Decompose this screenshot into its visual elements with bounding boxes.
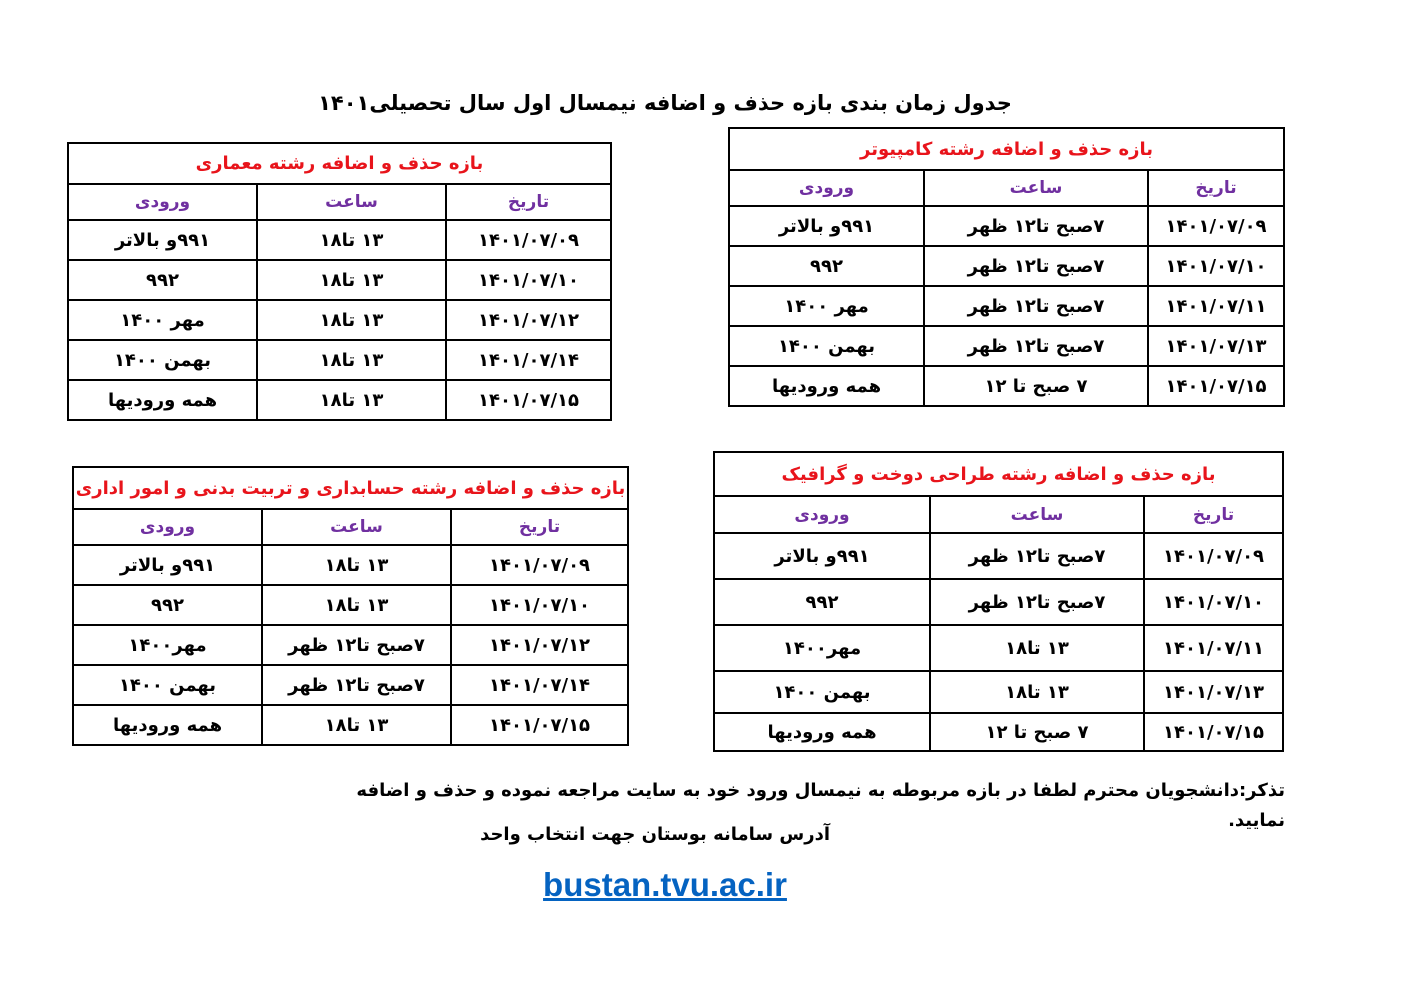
date-cell: ۱۴۰۱/۰۷/۱۵	[451, 705, 628, 745]
entry-cell: ۹۹۱و بالاتر	[68, 220, 257, 260]
date-cell: ۱۴۰۱/۰۷/۰۹	[1144, 533, 1283, 579]
date-cell: ۱۴۰۱/۰۷/۱۱	[1144, 625, 1283, 671]
date-cell: ۱۴۰۱/۰۷/۱۲	[446, 300, 611, 340]
entry-cell: همه ورودیها	[714, 713, 930, 751]
date-cell: ۱۴۰۱/۰۷/۱۵	[1144, 713, 1283, 751]
time-cell: ۷ صبح تا ۱۲	[930, 713, 1144, 751]
entry-cell: بهمن ۱۴۰۰	[729, 326, 924, 366]
table-caption: بازه حذف و اضافه رشته کامپیوتر	[729, 128, 1284, 170]
entry-header: ورودی	[729, 170, 924, 206]
date-cell: ۱۴۰۱/۰۷/۱۴	[451, 665, 628, 705]
date-cell: ۱۴۰۱/۰۷/۱۵	[1148, 366, 1284, 406]
time-cell: ۱۳ تا۱۸	[257, 300, 446, 340]
entry-cell: ۹۹۲	[714, 579, 930, 625]
date-cell: ۱۴۰۱/۰۷/۰۹	[1148, 206, 1284, 246]
reminder-note: تذکر:دانشجویان محترم لطفا در بازه مربوطه به نیمسال ورود خود به سایت مراجعه نموده و حذف و اضافه نمایید.	[356, 780, 1285, 831]
entry-cell: مهر۱۴۰۰	[73, 625, 262, 665]
entry-cell: بهمن ۱۴۰۰	[68, 340, 257, 380]
entry-cell: بهمن ۱۴۰۰	[73, 665, 262, 705]
time-cell: ۷صبح تا۱۲ ظهر	[262, 625, 451, 665]
entry-cell: ۹۹۲	[68, 260, 257, 300]
table-row	[68, 220, 611, 260]
time-cell: ۱۳ تا۱۸	[930, 625, 1144, 671]
entry-cell: بهمن ۱۴۰۰	[714, 671, 930, 713]
page-title: جدول زمان بندی بازه حذف و اضافه نیمسال اول سال تحصیلی۱۴۰۱	[318, 91, 1012, 115]
table-row	[714, 625, 1283, 671]
fashion-graphic-schedule-table	[713, 451, 1284, 752]
date-cell: ۱۴۰۱/۰۷/۱۲	[451, 625, 628, 665]
time-cell: ۱۳ تا۱۸	[262, 585, 451, 625]
table-row	[68, 380, 611, 420]
date-cell: ۱۴۰۱/۰۷/۱۰	[1144, 579, 1283, 625]
table-row	[714, 533, 1283, 579]
time-cell: ۷ صبح تا ۱۲	[924, 366, 1148, 406]
table-row	[729, 286, 1284, 326]
table-row	[68, 260, 611, 300]
table-row	[714, 579, 1283, 625]
date-header: تاریخ	[1144, 496, 1283, 533]
table-row	[729, 326, 1284, 366]
table-row	[729, 206, 1284, 246]
time-cell: ۱۳ تا۱۸	[930, 671, 1144, 713]
system-address-label: آدرس سامانه بوستان جهت انتخاب واحد	[480, 824, 830, 845]
time-cell: ۱۳ تا۱۸	[257, 220, 446, 260]
time-header: ساعت	[924, 170, 1148, 206]
time-cell: ۱۳ تا۱۸	[262, 545, 451, 585]
date-cell: ۱۴۰۱/۰۷/۱۳	[1148, 326, 1284, 366]
architecture-schedule-table	[67, 142, 612, 421]
time-cell: ۷صبح تا۱۲ ظهر	[262, 665, 451, 705]
time-header: ساعت	[257, 184, 446, 220]
accounting-schedule-table	[72, 466, 629, 746]
table-row	[68, 340, 611, 380]
time-cell: ۷صبح تا۱۲ ظهر	[924, 246, 1148, 286]
computer-schedule-table	[728, 127, 1285, 407]
entry-cell: ۹۹۲	[73, 585, 262, 625]
date-cell: ۱۴۰۱/۰۷/۱۳	[1144, 671, 1283, 713]
table-row	[73, 585, 628, 625]
table-caption: بازه حذف و اضافه رشته طراحی دوخت و گرافیک	[714, 452, 1283, 496]
table-row	[73, 705, 628, 745]
table-row	[714, 671, 1283, 713]
time-cell: ۱۳ تا۱۸	[257, 380, 446, 420]
entry-header: ورودی	[714, 496, 930, 533]
time-cell: ۱۳ تا۱۸	[257, 340, 446, 380]
date-cell: ۱۴۰۱/۰۷/۱۰	[1148, 246, 1284, 286]
entry-cell: مهر ۱۴۰۰	[729, 286, 924, 326]
table-row	[729, 366, 1284, 406]
bustan-link[interactable]: bustan.tvu.ac.ir	[543, 866, 787, 903]
date-cell: ۱۴۰۱/۰۷/۱۰	[446, 260, 611, 300]
time-cell: ۷صبح تا۱۲ ظهر	[930, 579, 1144, 625]
table-caption: بازه حذف و اضافه رشته حسابداری و تربیت بدنی و امور اداری	[73, 467, 628, 509]
date-header: تاریخ	[446, 184, 611, 220]
entry-cell: همه ورودیها	[73, 705, 262, 745]
time-header: ساعت	[930, 496, 1144, 533]
table-row	[68, 300, 611, 340]
time-cell: ۷صبح تا۱۲ ظهر	[924, 326, 1148, 366]
time-cell: ۷صبح تا۱۲ ظهر	[924, 206, 1148, 246]
time-cell: ۱۳ تا۱۸	[257, 260, 446, 300]
entry-cell: ۹۹۱و بالاتر	[714, 533, 930, 579]
table-row	[73, 665, 628, 705]
entry-cell: ۹۹۱و بالاتر	[729, 206, 924, 246]
time-cell: ۷صبح تا۱۲ ظهر	[924, 286, 1148, 326]
table-row	[73, 545, 628, 585]
date-cell: ۱۴۰۱/۰۷/۰۹	[446, 220, 611, 260]
date-cell: ۱۴۰۱/۰۷/۱۰	[451, 585, 628, 625]
time-header: ساعت	[262, 509, 451, 545]
table-row	[73, 625, 628, 665]
entry-cell: همه ورودیها	[68, 380, 257, 420]
entry-cell: مهر ۱۴۰۰	[68, 300, 257, 340]
table-caption: بازه حذف و اضافه رشته معماری	[68, 143, 611, 184]
entry-cell: مهر۱۴۰۰	[714, 625, 930, 671]
date-cell: ۱۴۰۱/۰۷/۱۴	[446, 340, 611, 380]
time-cell: ۱۳ تا۱۸	[262, 705, 451, 745]
date-header: تاریخ	[1148, 170, 1284, 206]
table-row	[714, 713, 1283, 751]
date-header: تاریخ	[451, 509, 628, 545]
entry-header: ورودی	[68, 184, 257, 220]
date-cell: ۱۴۰۱/۰۷/۱۱	[1148, 286, 1284, 326]
date-cell: ۱۴۰۱/۰۷/۰۹	[451, 545, 628, 585]
date-cell: ۱۴۰۱/۰۷/۱۵	[446, 380, 611, 420]
entry-cell: ۹۹۲	[729, 246, 924, 286]
table-row	[729, 246, 1284, 286]
time-cell: ۷صبح تا۱۲ ظهر	[930, 533, 1144, 579]
entry-cell: همه ورودیها	[729, 366, 924, 406]
entry-cell: ۹۹۱و بالاتر	[73, 545, 262, 585]
entry-header: ورودی	[73, 509, 262, 545]
